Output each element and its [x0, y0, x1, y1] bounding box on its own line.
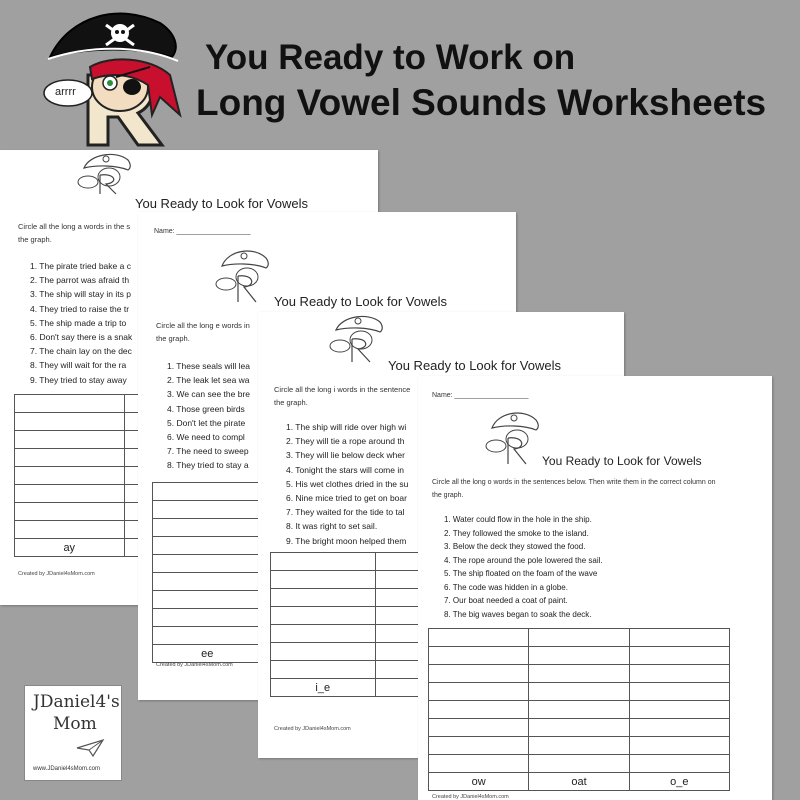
logo-url: www.JDaniel4sMom.com — [33, 766, 101, 772]
worksheet-title: You Ready to Look for Vowels — [388, 358, 561, 373]
sorting-graph — [428, 628, 730, 791]
worksheet-instructions: Circle all the long a words in the s the graph. — [18, 222, 131, 244]
speech-bubble-text: arrrr — [55, 86, 76, 98]
list-item: 1. The ship will ride over high wi — [286, 422, 407, 432]
column-label: oat — [529, 773, 629, 791]
list-item: 6. We need to compl — [167, 431, 245, 442]
list-item: 8. They will wait for the ra — [30, 360, 127, 371]
list-item: 9. The bright moon helped them — [286, 535, 407, 546]
list-item: 5. Don't let the pirate — [167, 417, 246, 428]
pirate-mascot-logo — [40, 5, 190, 150]
list-item: 5. His wet clothes dried in the su — [286, 478, 409, 489]
list-item: 7. The chain lay on the dec — [30, 346, 132, 357]
list-item: 8. They tried to stay a — [167, 460, 249, 471]
list-item: 1. Water could flow in the hole in the ship. — [444, 515, 592, 524]
list-item: 1. The pirate tried bake a c — [30, 261, 131, 271]
list-item: 5. The ship floated on the foam of the wave — [444, 569, 598, 578]
worksheet-instructions: Circle all the long o words in the sentences below. Then write them in the correct column on the graph. — [432, 479, 716, 499]
list-item: 2. The parrot was afraid th — [30, 275, 130, 286]
list-item: 2. The leak let sea wa — [167, 375, 250, 386]
sentence-list — [30, 259, 132, 387]
name-field: Name: ___________________ — [432, 392, 529, 399]
list-item: 3. They will lie below deck wher — [286, 450, 405, 461]
credit-text: Created by JDaniel4sMom.com — [432, 794, 509, 800]
list-item: 4. They tried to raise the tr — [30, 303, 130, 314]
credit-text: Created by JDaniel4sMom.com — [156, 662, 233, 668]
sentence-list — [167, 359, 250, 473]
column-label: ee — [153, 645, 263, 663]
list-item: 6. Nine mice tried to get on boar — [286, 492, 407, 503]
logo-line1: JDaniel4's — [33, 692, 120, 712]
worksheet-instructions: Circle all the long e words in the graph. — [156, 321, 250, 343]
list-item: 4. Tonight the stars will come in — [286, 464, 404, 475]
worksheet-instructions: Circle all the long i words in the sentence the graph. — [274, 385, 411, 407]
list-item: 2. They followed the smoke to the island. — [444, 528, 589, 538]
list-item: 7. They waited for the tide to tal — [286, 507, 405, 518]
page-title-line2: Long Vowel Sounds Worksheets — [196, 82, 767, 123]
column-label: o_e — [629, 773, 729, 791]
worksheet-title: You Ready to Look for Vowels — [135, 196, 308, 211]
mini-pirate-icon — [328, 312, 388, 364]
mini-pirate-icon — [76, 150, 136, 195]
sentence-list — [444, 513, 603, 621]
credit-text: Created by JDaniel4sMom.com — [18, 571, 95, 577]
list-item: 3. Below the deck they stowed the food. — [444, 542, 586, 551]
list-item: 6. Don't say there is a snak — [30, 331, 133, 342]
list-item: 3. We can see the bre — [167, 389, 251, 400]
column-label: i_e — [271, 679, 376, 697]
worksheet-title: You Ready to Look for Vowels — [274, 294, 447, 309]
list-item: 4. The rope around the pole lowered the sail. — [444, 555, 603, 565]
jdaniel4s-mom-logo — [24, 685, 122, 781]
list-item: 4. Those green birds — [167, 403, 245, 414]
worksheet-long-o — [418, 376, 772, 800]
column-label: ow — [429, 773, 529, 791]
logo-line2: Mom — [53, 714, 97, 734]
column-label: ay — [15, 539, 125, 557]
list-item: 7. The need to sweep — [167, 446, 249, 457]
credit-text: Created by JDaniel4sMom.com — [274, 726, 351, 732]
list-item: 3. The ship will stay in its p — [30, 289, 131, 300]
list-item: 8. It was right to set sail. — [286, 521, 378, 532]
list-item: 8. The big waves began to soak the deck. — [444, 609, 592, 619]
list-item: 2. They will tie a rope around th — [286, 436, 405, 447]
list-item: 6. The code was hidden in a globe. — [444, 582, 568, 592]
sentence-list — [286, 420, 408, 548]
list-item: 9. They tried to stay away — [30, 374, 127, 385]
list-item: 7. Our boat needed a coat of paint. — [444, 596, 568, 605]
paper-plane-icon — [75, 738, 105, 758]
mini-pirate-icon — [484, 408, 544, 466]
mini-pirate-icon — [214, 246, 274, 304]
page-title-line1: You Ready to Work on — [205, 38, 576, 77]
list-item: 5. The ship made a trip to — [30, 317, 127, 328]
worksheet-title: You Ready to Look for Vowels — [542, 454, 702, 468]
list-item: 1. These seals will lea — [167, 361, 250, 371]
name-field: Name: ___________________ — [154, 228, 251, 235]
